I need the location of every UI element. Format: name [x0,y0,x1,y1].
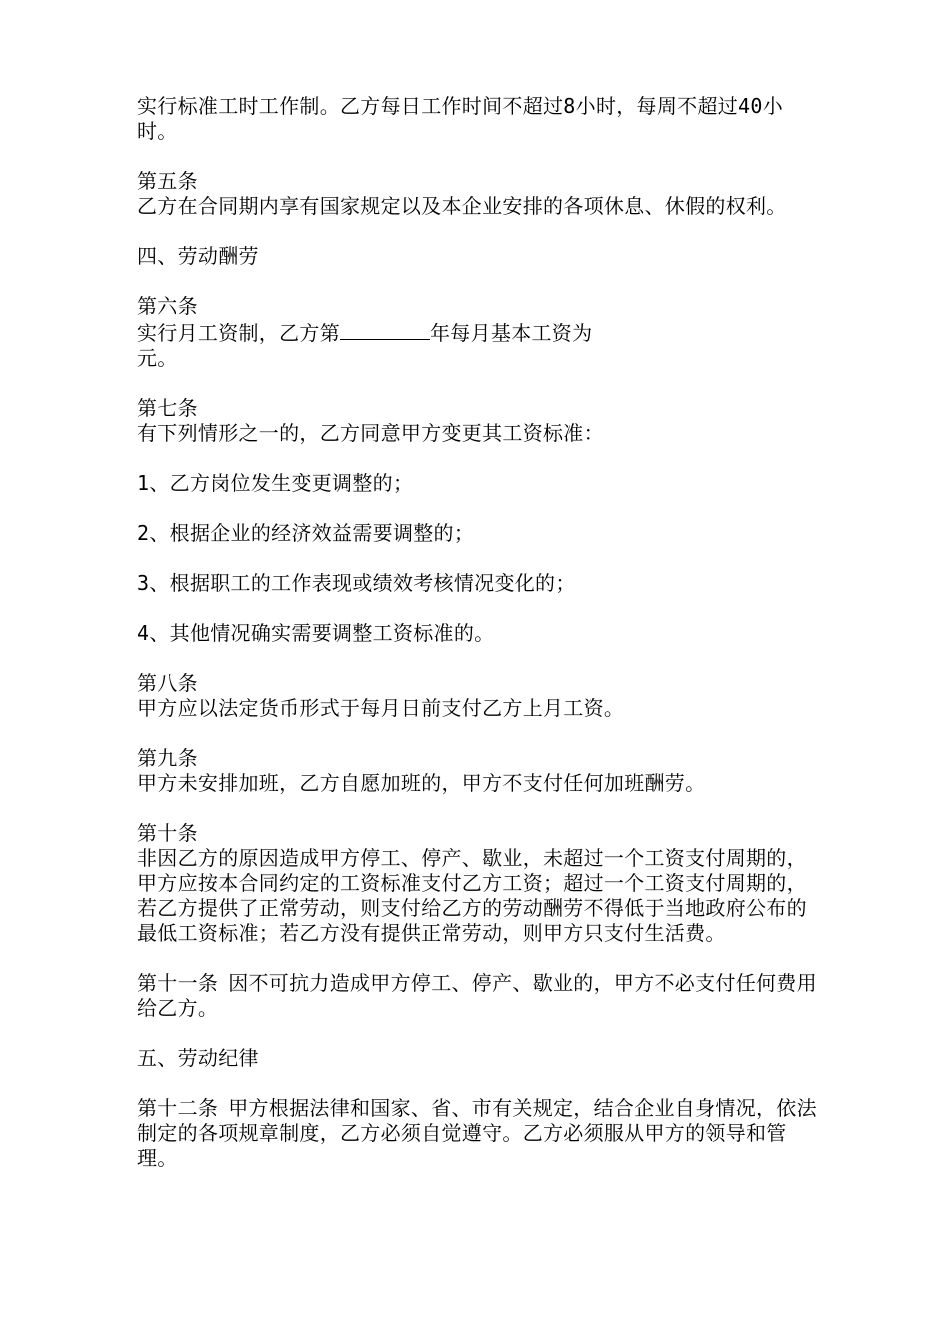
article-text: 因不可抗力造成甲方停工、停产、歇业的，甲方不必支付任何费用给乙方。 [137,971,817,1020]
article-text: 乙方在合同期内享有国家规定以及本企业安排的各项休息、休假的权利。 [137,194,787,218]
article-number: 第六条 [137,294,198,318]
article-text: 甲方根据法律和国家、省、市有关规定，结合企业自身情况，依法制定的各项规章制度，乙方必须自觉遵守。乙方必须服从甲方的领导和管理。 [137,1096,817,1170]
paragraph-working-hours: 实行标准工时工作制。乙方每日工作时间不超过8小时，每周不超过40小时。 [137,94,784,143]
list-item: 4、其他情况确实需要调整工资标准的。 [137,621,495,645]
list-item: 3、根据职工的工作表现或绩效考核情况变化的； [137,571,576,595]
article-12 [137,1096,817,1171]
article-9 [137,746,817,796]
article-text-part: 元。 [137,346,178,370]
section-heading-5: 五、劳动纪律 [137,1046,259,1070]
article-number: 第八条 [137,671,198,695]
article-number: 第十二条 [137,1096,219,1120]
article-number: 第十一条 [137,971,219,995]
article-text-part: 年每月基本工资为 [430,321,593,345]
article-text [137,319,817,371]
article-number: 第十条 [137,821,198,845]
document-body [137,94,817,1196]
article-number: 第五条 [137,169,198,193]
list-item: 1、乙方岗位发生变更调整的； [137,471,414,495]
article-8 [137,671,817,721]
article-11 [137,971,817,1021]
article-number: 第七条 [137,396,198,420]
article-text-part: 实行月工资制，乙方第 [137,321,340,345]
list-item: 2、根据企业的经济效益需要调整的； [137,521,475,545]
article-text: 有下列情形之一的，乙方同意甲方变更其工资标准： [137,421,604,445]
article-7 [137,396,817,446]
article-number: 第九条 [137,746,198,770]
article-text: 甲方未安排加班，乙方自愿加班的，甲方不支付任何加班酬劳。 [137,771,706,795]
section-heading-4: 四、劳动酬劳 [137,244,259,268]
article-6 [137,294,817,371]
article-text: 甲方应以法定货币形式于每月日前支付乙方上月工资。 [137,696,625,720]
article-5 [137,169,817,219]
fill-in-blank [340,319,430,340]
article-text: 非因乙方的原因造成甲方停工、停产、歇业，未超过一个工资支付周期的，甲方应按本合同约定的工资标准支付乙方工资；超过一个工资支付周期的，若乙方提供了正常劳动，则支付给乙方的劳动酬劳不得低于当地政府公布的最低工资标准；若乙方没有提供正常劳动，则甲方只支付生活费。 [137,846,807,945]
article-10 [137,821,817,946]
